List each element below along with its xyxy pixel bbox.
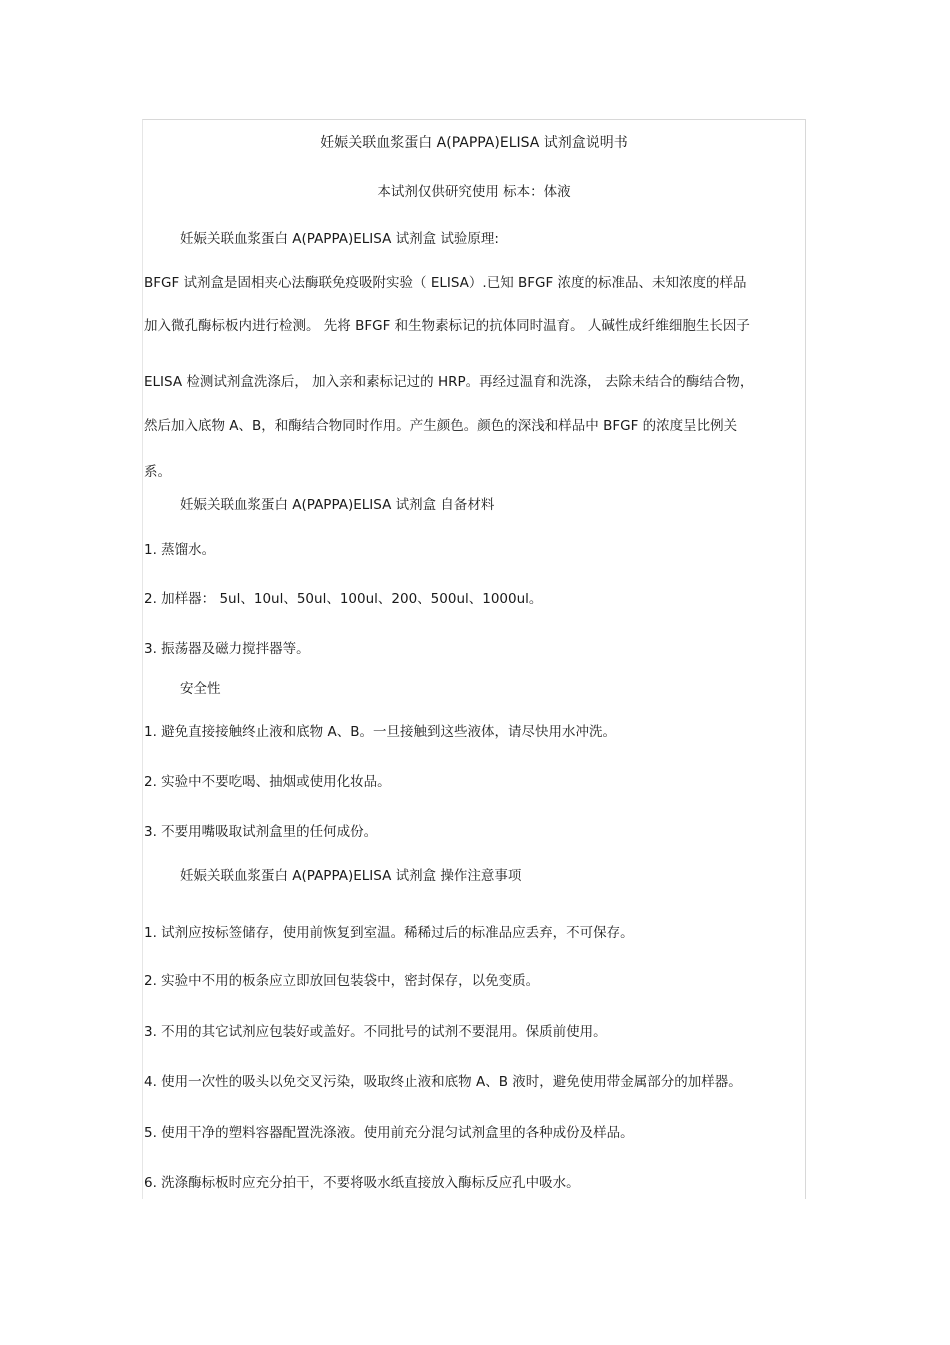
notes-item: 6. 洗涤酶标板时应充分拍干，不要将吸水纸直接放入酶标反应孔中吸水。 [144,1175,580,1191]
materials-heading: 妊娠关联血浆蛋白 A(PAPPA)ELISA 试剂盒 自备材料 [180,497,495,513]
materials-item: 3. 振荡器及磁力搅拌器等。 [144,641,310,657]
principle-heading: 妊娠关联血浆蛋白 A(PAPPA)ELISA 试剂盒 试验原理: [180,231,499,247]
notes-item: 5. 使用干净的塑料容器配置洗涤液。使用前充分混匀试剂盒里的各种成份及样品。 [144,1125,634,1141]
principle-line: 然后加入底物 A、B，和酶结合物同时作用。产生颜色。颜色的深浅和样品中 BFGF 的浓度呈比例关 [144,418,738,434]
safety-item: 3. 不要用嘴吸取试剂盒里的任何成份。 [144,824,378,840]
safety-item: 2. 实验中不要吃喝、抽烟或使用化妆品。 [144,774,391,790]
safety-heading: 安全性 [180,681,221,697]
document-subtitle: 本试剂仅供研究使用 标本：体液 [377,184,571,200]
safety-item: 1. 避免直接接触终止液和底物 A、B。一旦接触到这些液体，请尽快用水冲洗。 [144,724,616,740]
principle-line: BFGF 试剂盒是固相夹心法酶联免疫吸附实验（ ELISA）.已知 BFGF 浓度的标准品、未知浓度的样品 [144,275,747,291]
principle-line: ELISA 检测试剂盒洗涤后， 加入亲和素标记过的 HRP。再经过温育和洗涤， 去除未结合的酶结合物， [144,374,754,390]
materials-item: 2. 加样器： 5ul、10ul、50ul、100ul、200、500ul、1000ul。 [144,591,543,607]
notes-heading: 妊娠关联血浆蛋白 A(PAPPA)ELISA 试剂盒 操作注意事项 [180,868,522,884]
principle-line: 加入微孔酶标板内进行检测。 先将 BFGF 和生物素标记的抗体同时温育。 人碱性成纤维细胞生长因子 [144,318,750,334]
principle-line: 系。 [144,464,171,480]
notes-item: 3. 不用的其它试剂应包装好或盖好。不同批号的试剂不要混用。保质前使用。 [144,1024,607,1040]
materials-item: 1. 蒸馏水。 [144,542,216,558]
document-title: 妊娠关联血浆蛋白 A(PAPPA)ELISA 试剂盒说明书 [320,135,628,151]
notes-item: 2. 实验中不用的板条应立即放回包装袋中，密封保存，以免变质。 [144,973,540,989]
notes-item: 1. 试剂应按标签储存，使用前恢复到室温。稀稀过后的标准品应丢弃，不可保存。 [144,925,634,941]
notes-item: 4. 使用一次性的吸头以免交叉污染，吸取终止液和底物 A、B 液时，避免使用带金属部分的加样器。 [144,1074,742,1090]
